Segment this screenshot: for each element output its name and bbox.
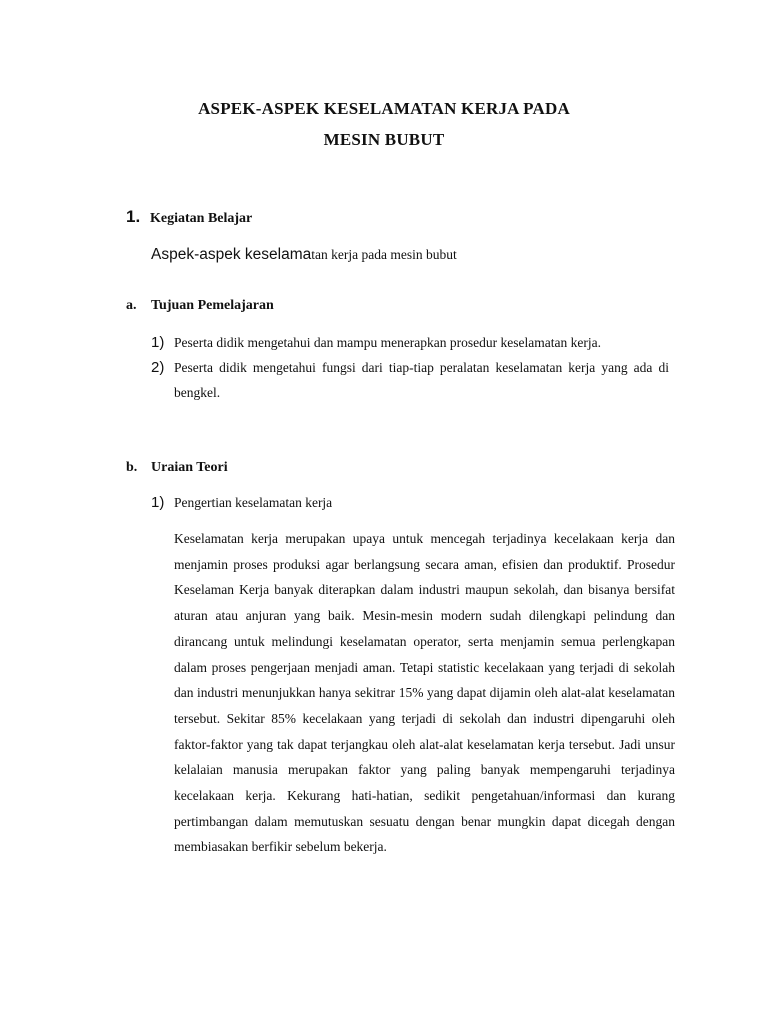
- body-paragraph: Keselamatan kerja merupakan upaya untuk mencegah terjadinya kecelakaan kerja dan menjamin proses produksi agar berlangsung secara aman, efisien dan produktif. Prosedur Keselaman Kerja banyak diterapkan dalam industri maupun sekolah, dan bisanya bersifat aturan atau anjuran yang baik. Mesin-mesin modern sudah dilengkapi pelindung dan dirancang untuk melindungi keselamatan operator, serta menjamin semua perlengkapan dalam proses pengerjaan menjadi aman. Tetapi statistic kecelakaan yang terjadi di sekolah dan industri menunjukkan hanya sekitrar 15% yang dapat dijamin oleh alat-alat keselamatan tersebut. Sekitar 85% kecelakaan yang terjadi di sekolah dan industri dipengaruhi oleh faktor-faktor yang tak dapat terjangkau oleh alat-alat keselamatan kerja tersebut. Jadi unsur kelalaian manusia merupakan faktor yang paling banyak mempengaruhi terjadinya kecelakaan kerja. Kekurang hati-hatian, sedikit pengetahuan/informasi dan kurang pertimbangan dalam memutuskan sesuatu dengan benar mungkin dapat dicegah dengan membiasakan berfikir sebelum bekerja.: [174, 531, 675, 855]
- theory-subheading: [151, 494, 332, 511]
- section-a-title: Tujuan Pemelajaran: [151, 298, 274, 313]
- section-1-title: Kegiatan Belajar: [150, 211, 253, 226]
- section-1-number: 1.: [126, 207, 141, 226]
- list-item-text: Peserta didik mengetahui fungsi dari tiap-tiap peralatan keselamatan kerja yang ada di bengkel.: [174, 360, 669, 400]
- activity-text-small: tan kerja pada mesin bubut: [311, 247, 457, 262]
- list-item: [151, 355, 669, 405]
- section-b-letter: b.: [126, 460, 138, 475]
- section-1-heading: [126, 207, 252, 227]
- section-a-heading: [126, 298, 274, 314]
- document-title-line1: ASPEK-ASPEK KESELAMATAN KERJA PADA: [198, 99, 570, 118]
- learning-goals-list: [151, 330, 669, 405]
- section-b-heading: [126, 460, 228, 476]
- document-title-line2: MESIN BUBUT: [323, 130, 445, 149]
- list-item: [151, 330, 669, 355]
- list-marker: 2): [151, 359, 165, 376]
- theory-subheading-text: Pengertian keselamatan kerja: [174, 495, 333, 510]
- section-a-letter: a.: [126, 298, 137, 313]
- activity-text-large: Aspek-aspek keselama: [151, 246, 312, 263]
- activity-description: [151, 246, 457, 264]
- list-item-text: Peserta didik mengetahui dan mampu menerapkan prosedur keselamatan kerja.: [174, 335, 601, 350]
- list-marker: 1): [151, 334, 165, 351]
- section-b-title: Uraian Teori: [151, 460, 228, 475]
- list-marker: 1): [151, 494, 165, 511]
